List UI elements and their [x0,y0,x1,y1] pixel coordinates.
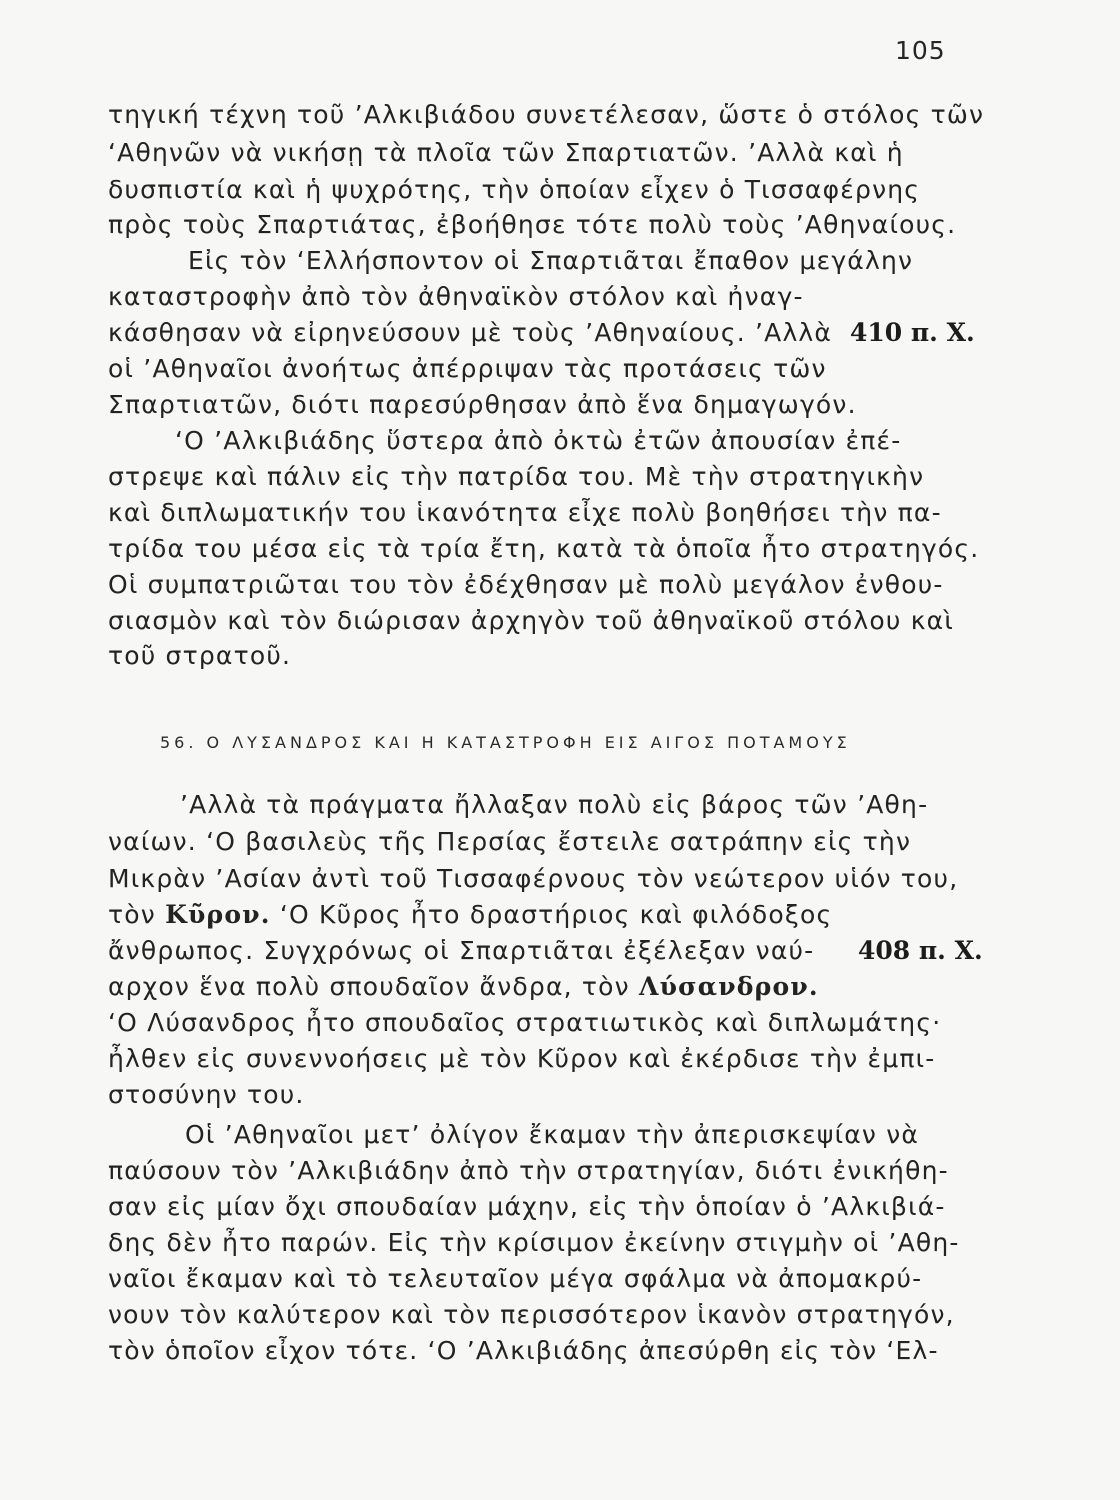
text-line-indented: ‘Ο ’Αλκιβιάδης ὕστερα ἀπὸ ὀκτὼ ἐτῶν ἀπουσίαν ἐπέ- [175,426,902,455]
name-cyrus: Κῦρον. [165,900,271,929]
text-line: νουν τὸν καλύτερον καὶ τὸν περισσότερον ἱκανὸν στρατηγόν, [108,1300,955,1329]
text-line [108,900,832,930]
text-line: ναίων. ‘Ο βασιλεὺς τῆς Περσίας ἔστειλε σατράπην εἰς τὴν [108,827,912,856]
page-number: 105 [895,36,946,65]
text-line-indented: Οἱ ’Αθηναῖοι μετ’ ὀλίγον ἔκαμαν τὴν ἀπερισκεψίαν νὰ [185,1120,920,1149]
text-line: πρὸς τοὺς Σπαρτιάτας, ἐβοήθησε τότε πολὺ τοὺς ’Αθηναίους. [108,210,957,239]
text-line [108,972,819,1002]
text-line: στρεψε καὶ πάλιν εἰς τὴν πατρίδα του. Μὲ τὴν στρατηγικὴν [108,462,925,491]
text-run: αρχον ἕνα πολὺ σπουδαῖον ἄνδρα, τὸν [108,972,630,1001]
text-line: παύσουν τὸν ’Αλκιβιάδην ἀπὸ τὴν στρατηγίαν, διότι ἐνικήθη- [108,1156,949,1185]
text-run: ‘Ο Κῦρος ἦτο δραστήριος καὶ φιλόδοξος [279,900,833,929]
text-line: Μικρὰν ’Ασίαν ἀντὶ τοῦ Τισσαφέρνους τὸν νεώτερον υἱόν του, [108,864,959,893]
text-line: τὸν ὁποῖον εἶχον τότε. ‘Ο ’Αλκιβιάδης ἀπεσύρθη εἰς τὸν ‘Ελ- [108,1336,939,1365]
text-line: Οἱ συμπατριῶται του τὸν ἐδέχθησαν μὲ πολὺ μεγάλον ἐνθου- [108,570,944,599]
text-line: τοῦ στρατοῦ. [108,641,292,670]
text-line: δης δὲν ἦτο παρών. Εἰς τὴν κρίσιμον ἐκείνην στιγμὴν οἱ ’Αθη- [108,1228,960,1257]
text-line: σιασμὸν καὶ τὸν διώρισαν ἀρχηγὸν τοῦ ἀθηναϊκοῦ στόλου καὶ [108,606,954,635]
name-lysander: Λύσανδρον. [639,972,819,1001]
text-line: ἦλθεν εἰς συνεννοήσεις μὲ τὸν Κῦρον καὶ ἐκέρδισε τὴν ἐμπι- [108,1044,936,1073]
margin-date-410: 410 π. Χ. [850,318,975,347]
text-line: κάσθησαν νὰ εἰρηνεύσουν μὲ τοὺς ’Αθηναίους. ’Αλλὰ [108,318,833,347]
text-line: τρίδα του μέσα εἰς τὰ τρία ἔτη, κατὰ τὰ ὁποῖα ἦτο στρατηγός. [108,534,980,563]
text-line: ‘Αθηνῶν νὰ νικήσῃ τὰ πλοῖα τῶν Σπαρτιατῶν. ’Αλλὰ καὶ ἡ [108,138,904,167]
text-line: στοσύνην του. [108,1080,305,1109]
text-line-indented: ’Αλλὰ τὰ πράγματα ἤλλαξαν πολὺ εἰς βάρος τῶν ’Αθη- [180,790,929,819]
text-line: σαν εἰς μίαν ὄχι σπουδαίαν μάχην, εἰς τὴν ὁποίαν ὁ ’Αλκιβιά- [108,1192,946,1221]
margin-date-408: 408 π. Χ. [858,936,983,965]
text-line: ἄνθρωπος. Συγχρόνως οἱ Σπαρτιᾶται ἐξέλεξαν ναύ- [108,936,815,965]
text-line: καταστροφὴν ἀπὸ τὸν ἀθηναϊκὸν στόλον καὶ ἠναγ- [108,282,804,311]
text-line: τηγική τέχνη τοῦ ’Αλκιβιάδου συνετέλεσαν, ὥστε ὁ στόλος τῶν [108,100,985,129]
text-line: δυσπιστία καὶ ἡ ψυχρότης, τὴν ὁποίαν εἶχεν ὁ Τισσαφέρνης [108,175,921,204]
text-line: Σπαρτιατῶν, διότι παρεσύρθησαν ἀπὸ ἕνα δημαγωγόν. [108,390,857,419]
text-line: ναῖοι ἔκαμαν καὶ τὸ τελευταῖον μέγα σφάλμα νὰ ἀπομακρύ- [108,1264,923,1293]
text-run: τὸν [108,900,156,929]
text-line: οἱ ’Αθηναῖοι ἀνοήτως ἀπέρριψαν τὰς προτάσεις τῶν [108,354,827,383]
text-line: ‘Ο Λύσανδρος ἦτο σπουδαῖος στρατιωτικὸς καὶ διπλωμάτης· [108,1008,942,1037]
text-line-indented: Εἰς τὸν ‘Ελλήσποντον οἱ Σπαρτιᾶται ἔπαθον μεγάλην [188,246,914,275]
section-heading: 56. Ο ΛΥΣΑΝΔΡΟΣ ΚΑΙ Η ΚΑΤΑΣΤΡΟΦΗ ΕΙΣ ΑΙΓΟΣ ΠΟΤΑΜΟΥΣ [160,733,851,752]
text-line: καὶ διπλωματικήν του ἱκανότητα εἶχε πολὺ βοηθήσει τὴν πα- [108,498,942,527]
